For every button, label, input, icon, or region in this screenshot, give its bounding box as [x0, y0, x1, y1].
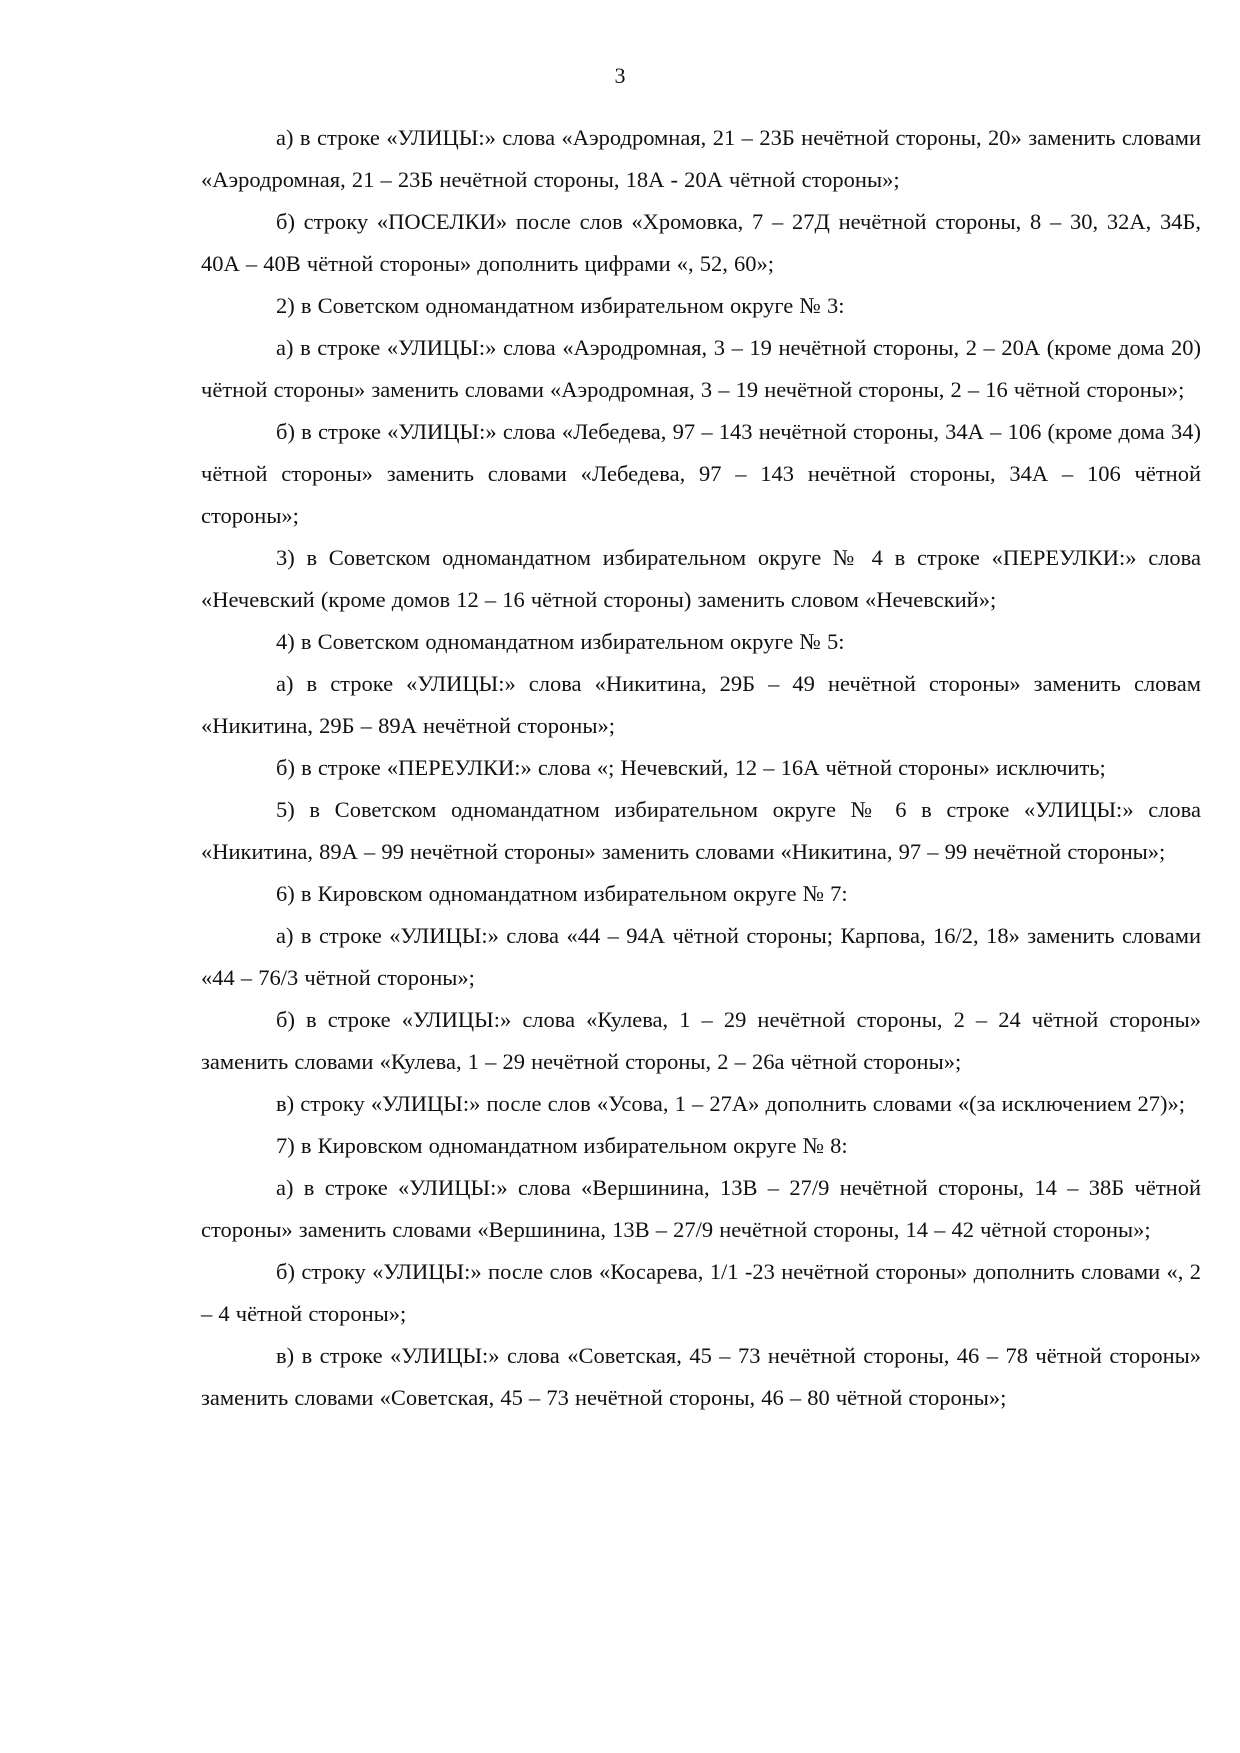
paragraph-1b: б) строку «ПОСЕЛКИ» после слов «Хромовка, 7 – 27Д нечётной стороны, 8 – 30, 32А, 34Б, 40А – 40В чётной стороны» дополнить цифрами «, 52, 60»; [201, 209, 1201, 276]
paragraph-4a: а) в строке «УЛИЦЫ:» слова «Никитина, 29Б – 49 нечётной стороны» заменить словам «Никитина, 29Б – 89А нечётной стороны»; [201, 671, 1201, 738]
paragraph-6: 6) в Кировском одномандатном избирательном округе № 7: [276, 881, 848, 906]
paragraph-2b: б) в строке «УЛИЦЫ:» слова «Лебедева, 97 – 143 нечётной стороны, 34А – 106 (кроме дома 34) чётной стороны» заменить словами «Лебедева, 97 – 143 нечётной стороны, 34А – 106 чётной стороны»; [201, 419, 1201, 528]
paragraph-4b: б) в строке «ПЕРЕУЛКИ:» слова «; Нечевский, 12 – 16А чётной стороны» исключить; [276, 755, 1106, 780]
paragraph-7: 7) в Кировском одномандатном избирательном округе № 8: [276, 1133, 848, 1158]
paragraph-2a: а) в строке «УЛИЦЫ:» слова «Аэродромная, 3 – 19 нечётной стороны, 2 – 20А (кроме дома 20) чётной стороны» заменить словами «Аэродромная, 3 – 19 нечётной стороны, 2 – 16 чётной стороны»; [201, 335, 1201, 402]
paragraph-3: 3) в Советском одномандатном избирательном округе № 4 в строке «ПЕРЕУЛКИ:» слова «Нечевский (кроме домов 12 – 16 чётной стороны) заменить словом «Нечевский»; [201, 545, 1201, 612]
paragraph-4: 4) в Советском одномандатном избирательном округе № 5: [276, 629, 845, 654]
paragraph-7a: а) в строке «УЛИЦЫ:» слова «Вершинина, 13В – 27/9 нечётной стороны, 14 – 38Б чётной стороны» заменить словами «Вершинина, 13В – 27/9 нечётной стороны, 14 – 42 чётной стороны»; [201, 1175, 1201, 1242]
paragraph-2: 2) в Советском одномандатном избирательном округе № 3: [276, 293, 845, 318]
paragraph-6c: в) строку «УЛИЦЫ:» после слов «Усова, 1 – 27А» дополнить словами «(за исключением 27)»; [276, 1091, 1186, 1116]
paragraph-5: 5) в Советском одномандатном избирательном округе № 6 в строке «УЛИЦЫ:» слова «Никитина, 89А – 99 нечётной стороны» заменить словами «Никитина, 97 – 99 нечётной стороны»; [201, 797, 1201, 864]
paragraph-7c: в) в строке «УЛИЦЫ:» слова «Советская, 45 – 73 нечётной стороны, 46 – 78 чётной стороны» заменить словами «Советская, 45 – 73 нечётной стороны, 46 – 80 чётной стороны»; [201, 1343, 1201, 1410]
paragraph-7b: б) строку «УЛИЦЫ:» после слов «Косарева, 1/1 -23 нечётной стороны» дополнить словами «, 2 – 4 чётной стороны»; [201, 1259, 1201, 1326]
paragraph-1a: а) в строке «УЛИЦЫ:» слова «Аэродромная, 21 – 23Б нечётной стороны, 20» заменить словами «Аэродромная, 21 – 23Б нечётной стороны, 18А - 20А чётной стороны»; [201, 125, 1201, 192]
document-body [201, 117, 1201, 1419]
page-number: 3 [614, 63, 626, 88]
paragraph-6a: а) в строке «УЛИЦЫ:» слова «44 – 94А чётной стороны; Карпова, 16/2, 18» заменить словами «44 – 76/3 чётной стороны»; [201, 923, 1201, 990]
paragraph-6b: б) в строке «УЛИЦЫ:» слова «Кулева, 1 – 29 нечётной стороны, 2 – 24 чётной стороны» заменить словами «Кулева, 1 – 29 нечётной стороны, 2 – 26а чётной стороны»; [201, 1007, 1201, 1074]
